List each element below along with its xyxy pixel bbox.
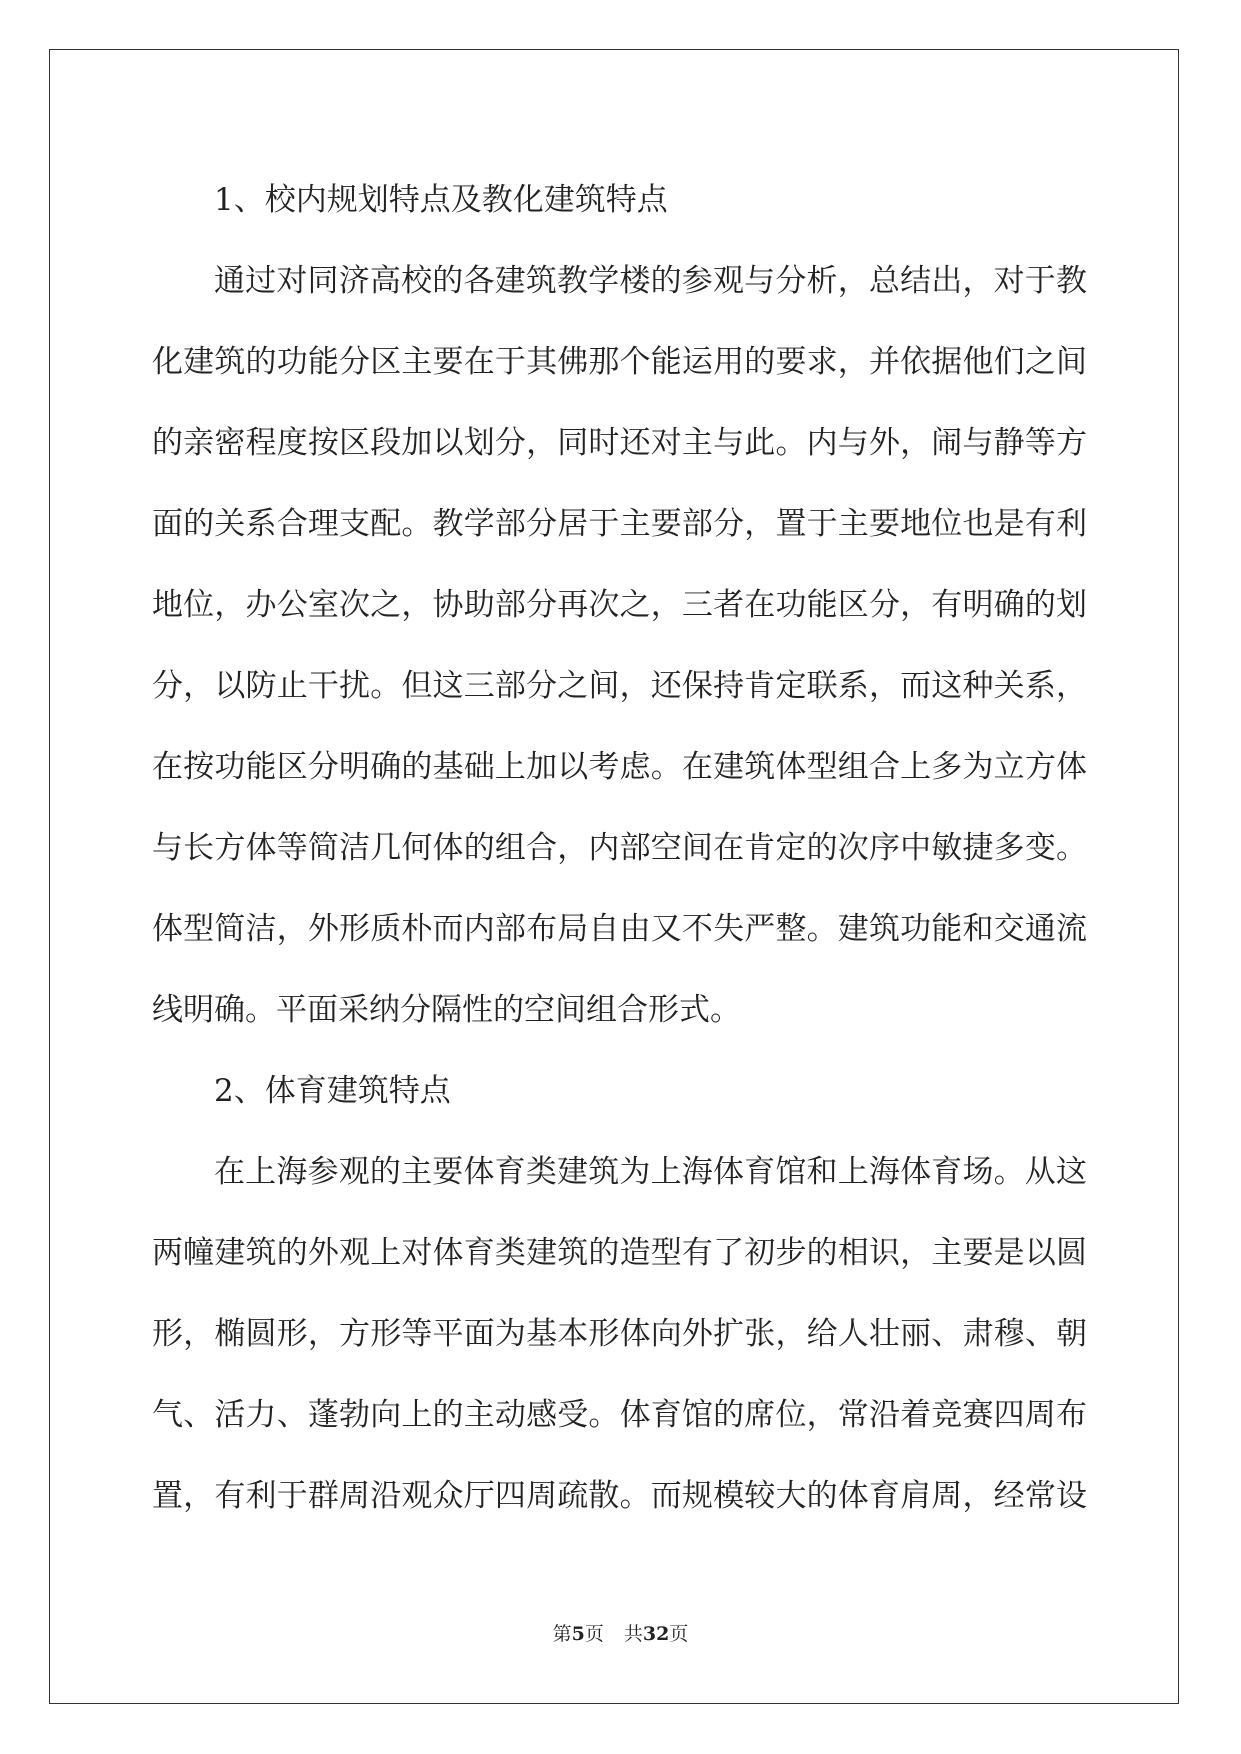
paragraph-line: 线明确。平面采纳分隔性的空间组合形式。 (152, 992, 741, 1028)
paragraph-line: 分，以防止干扰。但这三部分之间，还保持肯定联系，而这种关系， (152, 668, 1087, 704)
paragraph-line: 与长方体等简洁几何体的组合，内部空间在肯定的次序中敏捷多变。 (152, 830, 1087, 866)
page-footer (0, 1619, 1241, 1646)
paragraph-line: 通过对同济高校的各建筑教学楼的参观与分析，总结出，对于教 (214, 263, 1087, 299)
paragraph-line: 两幢建筑的外观上对体育类建筑的造型有了初步的相识，主要是以圆 (152, 1235, 1087, 1271)
total-prefix: 共 (623, 1623, 643, 1645)
document-body (152, 160, 1087, 1537)
paragraph-line: 体型简洁，外形质朴而内部布局自由又不失严整。建筑功能和交通流 (152, 911, 1087, 947)
paragraph-line: 气、活力、蓬勃向上的主动感受。体育馆的席位，常沿着竞赛四周布 (152, 1397, 1087, 1433)
paragraph-line: 面的关系合理支配。教学部分居于主要部分，置于主要地位也是有利 (152, 506, 1087, 542)
page-number: 5 (571, 1623, 585, 1645)
paragraph-line: 地位，办公室次之，协助部分再次之，三者在功能区分，有明确的划 (152, 587, 1087, 623)
paragraph-line: 在按功能区分明确的基础上加以考虑。在建筑体型组合上多为立方体 (152, 749, 1087, 785)
total-pages: 32 (642, 1623, 670, 1645)
paragraph-line: 化建筑的功能分区主要在于其佛那个能运用的要求，并依据他们之间 (152, 344, 1087, 380)
section-heading: 2、体育建筑特点 (214, 1073, 451, 1109)
paragraph-line: 形，椭圆形，方形等平面为基本形体向外扩张，给人壮丽、肃穆、朝 (152, 1316, 1087, 1352)
paragraph-line: 置，有利于群周沿观众厅四周疏散。而规模较大的体育肩周，经常设 (152, 1478, 1087, 1514)
page-suffix: 页 (584, 1623, 604, 1645)
paragraph-line: 在上海参观的主要体育类建筑为上海体育馆和上海体育场。从这 (214, 1154, 1087, 1190)
total-suffix: 页 (669, 1623, 689, 1645)
page-prefix: 第 (552, 1623, 572, 1645)
paragraph-line: 的亲密程度按区段加以划分，同时还对主与此。内与外，闹与静等方 (152, 425, 1087, 461)
section-heading: 1、校内规划特点及教化建筑特点 (214, 182, 668, 218)
